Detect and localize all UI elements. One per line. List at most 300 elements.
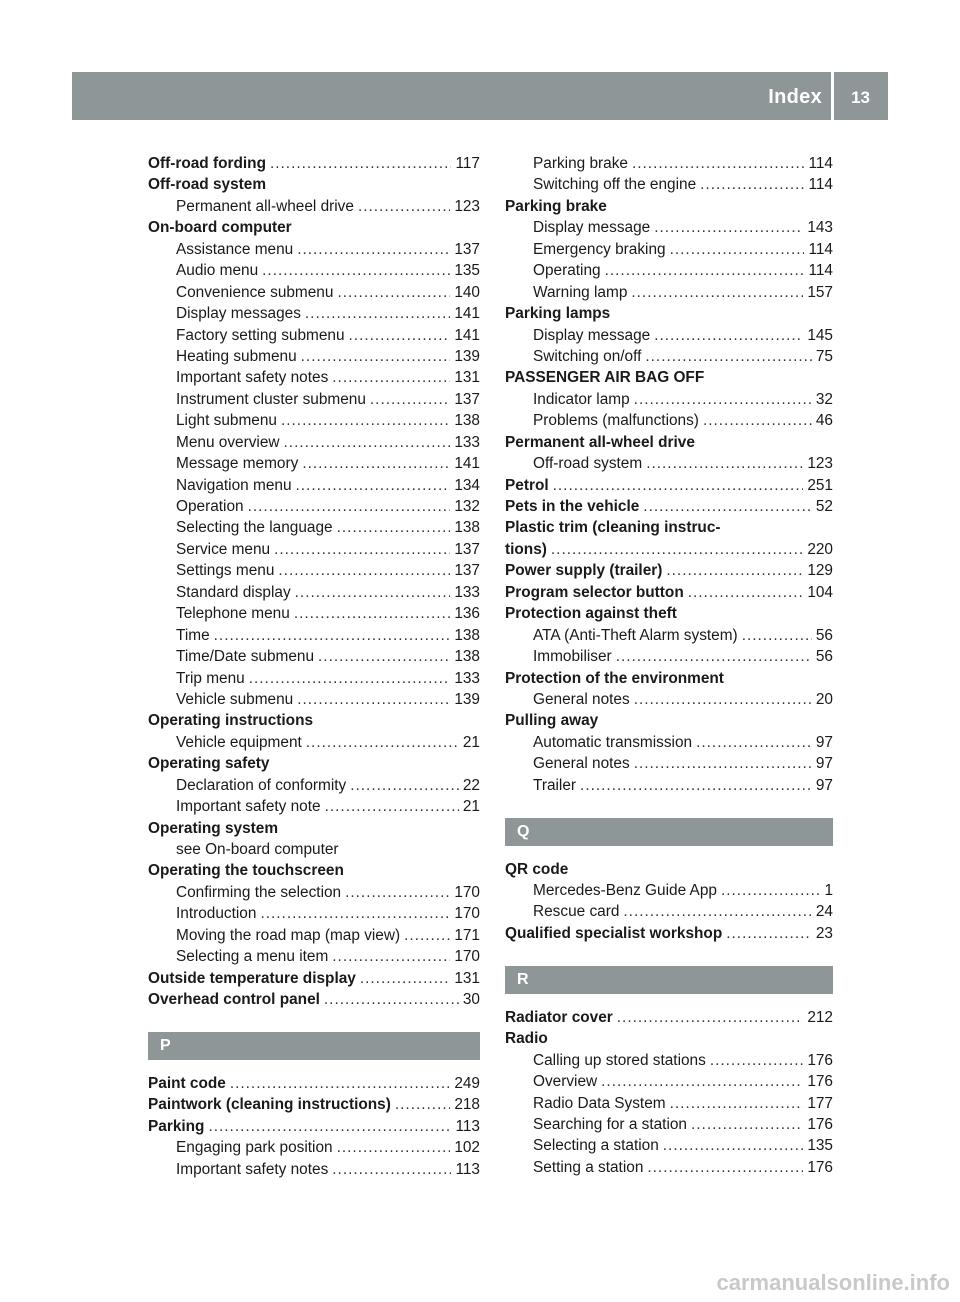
index-term: Operating the touchscreen — [148, 862, 344, 880]
page-reference: 30 — [462, 991, 480, 1009]
page-reference: 145 — [807, 326, 833, 344]
index-term: Engaging park position — [176, 1139, 333, 1157]
index-term: Display message — [533, 326, 651, 344]
index-subentry[interactable] — [148, 475, 480, 496]
index-entry[interactable] — [505, 496, 833, 517]
index-term: Paintwork (cleaning instructions) — [148, 1096, 391, 1114]
page-reference: 251 — [807, 476, 833, 494]
index-term: Display messages — [176, 305, 301, 323]
index-term: Settings menu — [176, 562, 275, 580]
page-reference: 114 — [808, 176, 833, 194]
page-reference: 21 — [462, 733, 480, 751]
dot-leader — [337, 282, 450, 303]
index-subentry[interactable] — [505, 775, 833, 796]
dot-leader — [580, 775, 812, 796]
index-subentry[interactable] — [505, 1157, 833, 1178]
dot-leader — [634, 389, 812, 410]
dot-leader — [654, 325, 803, 346]
index-term: Mercedes-Benz Guide App — [533, 882, 717, 899]
page-reference: 137 — [454, 390, 480, 408]
index-subentry[interactable] — [505, 325, 833, 346]
index-term: Selecting a station — [533, 1137, 659, 1155]
index-heading — [505, 1028, 833, 1049]
dot-leader — [645, 346, 812, 367]
page-reference: 220 — [807, 540, 833, 558]
index-subentry[interactable] — [505, 753, 833, 774]
dot-leader — [696, 732, 812, 753]
index-subentry[interactable] — [505, 346, 833, 367]
index-entry[interactable] — [505, 560, 833, 581]
index-term: Trailer — [533, 776, 577, 794]
index-subentry[interactable] — [148, 646, 480, 667]
index-term: Petrol — [505, 476, 549, 494]
index-term: Time — [176, 626, 210, 644]
index-subentry[interactable] — [505, 1135, 833, 1156]
dot-leader — [721, 880, 821, 901]
index-term: General notes — [533, 755, 630, 773]
index-term: Parking brake — [533, 155, 628, 172]
index-term: Rescue card — [533, 903, 620, 921]
index-heading — [505, 859, 833, 880]
section-gap — [505, 796, 833, 817]
dot-leader — [646, 453, 803, 474]
dot-leader — [632, 153, 804, 174]
page-header — [72, 72, 888, 120]
page-reference: 22 — [462, 776, 480, 794]
dot-leader — [337, 517, 451, 538]
index-term: Setting a station — [533, 1158, 644, 1176]
index-subentry[interactable] — [148, 1159, 480, 1180]
dot-leader — [647, 1157, 803, 1178]
section-gap — [505, 944, 833, 965]
page-reference: 157 — [807, 283, 833, 301]
page-reference: 140 — [454, 283, 480, 301]
index-term: Radio Data System — [533, 1094, 666, 1112]
page-reference: 104 — [807, 583, 833, 601]
dot-leader — [249, 668, 451, 689]
index-subentry[interactable] — [505, 1071, 833, 1092]
index-subentry[interactable] — [505, 410, 833, 431]
index-entry[interactable] — [148, 1073, 480, 1094]
index-term: Navigation menu — [176, 476, 292, 494]
page-reference: 114 — [808, 262, 833, 280]
page-reference: 32 — [815, 390, 833, 408]
page-reference: 20 — [815, 690, 833, 708]
page-reference: 113 — [455, 1117, 480, 1135]
page-reference: 133 — [454, 433, 480, 451]
index-subentry[interactable] — [148, 496, 480, 517]
index-term: Telephone menu — [176, 605, 290, 623]
dot-leader — [284, 432, 451, 453]
dot-leader — [274, 539, 450, 560]
page-reference: 137 — [454, 240, 480, 258]
dot-leader — [208, 1116, 451, 1137]
section-gap — [148, 1011, 480, 1032]
page-reference: 249 — [454, 1074, 480, 1092]
page-reference: 135 — [807, 1137, 833, 1155]
index-subentry[interactable] — [505, 239, 833, 260]
dot-leader — [295, 582, 451, 603]
index-term: Instrument cluster submenu — [176, 390, 366, 408]
dot-leader — [332, 367, 450, 388]
index-subentry[interactable] — [148, 603, 480, 624]
page-reference: 117 — [455, 155, 480, 172]
index-term: Factory setting submenu — [176, 326, 345, 344]
index-subentry[interactable] — [505, 1093, 833, 1114]
index-column-left — [148, 153, 480, 1180]
index-column-right — [505, 153, 833, 1178]
index-heading — [505, 367, 833, 388]
index-subentry[interactable] — [148, 367, 480, 388]
index-term: Heating submenu — [176, 347, 297, 365]
index-subentry[interactable] — [505, 689, 833, 710]
dot-leader — [301, 346, 451, 367]
index-term: Paint code — [148, 1074, 226, 1092]
index-subentry[interactable] — [505, 217, 833, 238]
page-reference: 46 — [815, 412, 833, 430]
index-term: Outside temperature display — [148, 969, 356, 987]
index-subentry[interactable] — [148, 1137, 480, 1158]
dot-leader — [214, 625, 451, 646]
page-reference: 75 — [815, 347, 833, 365]
index-subentry[interactable] — [148, 303, 480, 324]
index-entry[interactable] — [505, 475, 833, 496]
index-term: Operating — [533, 262, 601, 280]
dot-leader — [670, 1093, 804, 1114]
index-subentry[interactable] — [505, 625, 833, 646]
index-entry[interactable] — [148, 989, 480, 1010]
dot-leader — [297, 239, 450, 260]
index-subentry[interactable] — [505, 880, 833, 901]
index-term: Selecting the language — [176, 519, 333, 537]
index-term: Parking lamps — [505, 305, 611, 323]
index-heading — [505, 432, 833, 453]
page-reference: 134 — [454, 476, 480, 494]
index-cross-reference — [148, 839, 480, 860]
dot-leader — [337, 1137, 451, 1158]
index-term: Light submenu — [176, 412, 277, 430]
index-term: Problems (malfunctions) — [533, 412, 699, 430]
index-term: Emergency braking — [533, 240, 666, 258]
dot-leader — [294, 603, 451, 624]
dot-leader — [742, 625, 812, 646]
dot-leader — [726, 923, 812, 944]
index-term: Assistance menu — [176, 240, 294, 258]
index-subentry[interactable] — [505, 1050, 833, 1071]
index-term: Moving the road map (map view) — [176, 926, 401, 944]
page-reference: 137 — [454, 562, 480, 580]
page-reference: 1 — [824, 882, 833, 899]
index-term: Standard display — [176, 583, 291, 601]
index-heading — [505, 668, 833, 689]
index-entry[interactable] — [505, 582, 833, 603]
page-reference: 139 — [454, 347, 480, 365]
index-term: Searching for a station — [533, 1115, 687, 1133]
dot-leader — [688, 582, 804, 603]
index-term: Plastic trim (cleaning instruc- — [505, 519, 721, 537]
index-subentry[interactable] — [148, 325, 480, 346]
dot-leader — [270, 153, 451, 174]
letter-spacer — [505, 846, 833, 859]
dot-leader — [296, 475, 451, 496]
index-subentry[interactable] — [505, 260, 833, 281]
dot-leader — [306, 732, 459, 753]
index-term: PASSENGER AIR BAG OFF — [505, 369, 705, 387]
index-term: Immobiliser — [533, 648, 612, 666]
index-term: Operating system — [148, 819, 279, 837]
dot-leader — [601, 1071, 803, 1092]
index-term: Protection against theft — [505, 605, 677, 623]
index-subentry[interactable] — [505, 453, 833, 474]
letter-spacer — [505, 994, 833, 1007]
index-term: Protection of the environment — [505, 669, 724, 687]
index-entry[interactable] — [505, 923, 833, 944]
page-reference: 23 — [815, 924, 833, 942]
dot-leader — [260, 903, 450, 924]
index-heading — [505, 710, 833, 731]
page-reference: 138 — [454, 519, 480, 537]
page-reference: 138 — [454, 648, 480, 666]
dot-leader — [345, 882, 450, 903]
index-term: Pets in the vehicle — [505, 498, 640, 515]
index-subentry[interactable] — [148, 668, 480, 689]
dot-leader — [670, 239, 805, 260]
index-subentry[interactable] — [148, 903, 480, 924]
index-term: Off-road system — [148, 176, 267, 194]
page-reference: 129 — [807, 562, 833, 580]
dot-leader — [302, 453, 450, 474]
dot-leader — [404, 925, 450, 946]
index-term: Operating instructions — [148, 712, 314, 730]
index-heading — [148, 174, 480, 195]
index-heading — [148, 710, 480, 731]
index-subentry[interactable] — [148, 560, 480, 581]
page-reference: 139 — [454, 690, 480, 708]
dot-leader — [305, 303, 450, 324]
index-heading — [148, 860, 480, 881]
index-term: Message memory — [176, 455, 299, 473]
dot-leader — [262, 260, 450, 281]
index-subentry[interactable] — [148, 196, 480, 217]
index-term: Menu overview — [176, 433, 280, 451]
index-heading — [505, 196, 833, 217]
dot-leader — [666, 560, 803, 581]
index-term: Automatic transmission — [533, 733, 693, 751]
dot-leader — [631, 282, 803, 303]
letter-spacer — [148, 1060, 480, 1073]
index-entry[interactable] — [505, 1007, 833, 1028]
index-subentry[interactable] — [148, 689, 480, 710]
index-term: Operation — [176, 498, 244, 515]
dot-leader — [616, 646, 812, 667]
dot-leader — [358, 196, 450, 217]
index-term: On-board computer — [148, 219, 292, 237]
page-reference: 123 — [454, 197, 480, 215]
index-term: Vehicle equipment — [176, 733, 302, 751]
page-reference: 24 — [815, 903, 833, 921]
index-subentry[interactable] — [148, 346, 480, 367]
index-term: Radio — [505, 1030, 548, 1048]
page-reference: 132 — [454, 498, 480, 515]
page-reference: 114 — [808, 240, 833, 258]
index-term: tions) — [505, 540, 547, 558]
page-reference: 218 — [454, 1096, 480, 1114]
index-subentry[interactable] — [148, 432, 480, 453]
index-entry[interactable] — [148, 968, 480, 989]
index-term: Radiator cover — [505, 1008, 613, 1026]
page-reference: 176 — [807, 1158, 833, 1176]
index-subentry[interactable] — [148, 925, 480, 946]
dot-leader — [350, 775, 459, 796]
page-reference: 102 — [454, 1139, 480, 1157]
index-term: Service menu — [176, 540, 271, 558]
index-term: Qualified specialist workshop — [505, 924, 723, 942]
index-entry[interactable] — [148, 1094, 480, 1115]
page-reference: 171 — [454, 926, 480, 944]
dot-leader — [654, 217, 803, 238]
letter-heading: R — [505, 966, 833, 994]
index-subentry[interactable] — [505, 646, 833, 667]
index-entry[interactable] — [148, 1116, 480, 1137]
dot-leader — [617, 1007, 804, 1028]
index-term: Switching off the engine — [533, 176, 697, 194]
index-term: Permanent all-wheel drive — [505, 433, 695, 451]
page-reference: 52 — [815, 498, 833, 515]
index-heading — [505, 517, 833, 538]
page-reference: 97 — [815, 755, 833, 773]
index-term: Parking — [148, 1117, 205, 1135]
dot-leader — [324, 989, 459, 1010]
index-subentry[interactable] — [148, 582, 480, 603]
index-subentry[interactable] — [148, 539, 480, 560]
index-term: Important safety notes — [176, 369, 329, 387]
dot-leader — [605, 260, 805, 281]
index-subentry[interactable] — [148, 239, 480, 260]
page-number: 13 — [851, 88, 870, 107]
index-subentry[interactable] — [505, 1114, 833, 1135]
index-term: QR code — [505, 860, 569, 878]
index-entry[interactable] — [148, 153, 480, 174]
index-subentry[interactable] — [148, 732, 480, 753]
page-reference: 212 — [807, 1008, 833, 1026]
page-reference: 143 — [807, 219, 833, 237]
index-subentry[interactable] — [505, 389, 833, 410]
index-subentry[interactable] — [148, 625, 480, 646]
index-term: Pulling away — [505, 712, 599, 730]
dot-leader — [297, 689, 450, 710]
index-heading — [148, 818, 480, 839]
page-reference: 133 — [454, 583, 480, 601]
index-term: Switching on/off — [533, 347, 642, 365]
dot-leader — [248, 496, 451, 517]
index-subentry[interactable] — [148, 410, 480, 431]
page-reference: 177 — [807, 1094, 833, 1112]
dot-leader — [551, 539, 803, 560]
index-subentry[interactable] — [505, 153, 833, 174]
index-term: Parking brake — [505, 197, 607, 215]
page-reference: 170 — [454, 948, 480, 966]
index-term: see On-board computer — [176, 841, 339, 858]
index-term: Overhead control panel — [148, 991, 320, 1009]
dot-leader — [691, 1114, 803, 1135]
index-subentry[interactable] — [505, 174, 833, 195]
dot-leader — [700, 174, 804, 195]
dot-leader — [634, 753, 812, 774]
index-term: Audio menu — [176, 262, 259, 280]
page-reference: 131 — [454, 369, 480, 387]
index-subentry[interactable] — [148, 260, 480, 281]
dot-leader — [318, 646, 450, 667]
dot-leader — [710, 1050, 803, 1071]
header-divider — [831, 72, 834, 120]
letter-heading: P — [148, 1032, 480, 1060]
page-reference: 141 — [454, 326, 480, 344]
index-subentry[interactable] — [505, 282, 833, 303]
index-term: Operating safety — [148, 755, 270, 773]
dot-leader — [349, 325, 451, 346]
watermark: carmanualsonline.info — [716, 1270, 950, 1295]
page-reference: 56 — [815, 648, 833, 666]
page-reference: 176 — [807, 1051, 833, 1069]
page-reference: 136 — [454, 605, 480, 623]
section-title: Index — [768, 86, 822, 108]
page-reference: 113 — [455, 1160, 480, 1178]
index-subentry[interactable] — [148, 453, 480, 474]
index-term: Program selector button — [505, 583, 684, 601]
index-term: Important safety notes — [176, 1160, 329, 1178]
index-subentry[interactable] — [148, 796, 480, 817]
letter-heading: Q — [505, 818, 833, 846]
index-heading — [505, 303, 833, 324]
page-reference: 176 — [807, 1115, 833, 1133]
page-reference: 141 — [454, 455, 480, 473]
page-reference: 176 — [807, 1073, 833, 1091]
page-reference: 135 — [454, 262, 480, 280]
index-term: General notes — [533, 690, 630, 708]
index-subentry[interactable] — [505, 732, 833, 753]
index-subentry[interactable] — [148, 775, 480, 796]
dot-leader — [332, 946, 450, 967]
dot-leader — [703, 410, 812, 431]
page-reference: 114 — [808, 155, 833, 172]
index-subentry[interactable] — [148, 389, 480, 410]
index-subentry[interactable] — [148, 946, 480, 967]
index-term: Calling up stored stations — [533, 1051, 706, 1069]
page-reference: 97 — [815, 776, 833, 794]
page-reference: 123 — [807, 455, 833, 473]
dot-leader — [643, 496, 812, 517]
index-subentry[interactable] — [148, 517, 480, 538]
index-subentry[interactable] — [505, 901, 833, 922]
index-subentry[interactable] — [148, 882, 480, 903]
index-term: Convenience submenu — [176, 283, 334, 301]
index-entry[interactable] — [505, 539, 833, 560]
index-term: Introduction — [176, 905, 257, 923]
index-term: ATA (Anti-Theft Alarm system) — [533, 626, 738, 644]
index-term: Vehicle submenu — [176, 690, 294, 708]
index-term: Time/Date submenu — [176, 648, 315, 666]
dot-leader — [623, 901, 811, 922]
page-reference: 138 — [454, 412, 480, 430]
page-reference: 56 — [815, 626, 833, 644]
index-term: Trip menu — [176, 669, 245, 687]
index-subentry[interactable] — [148, 282, 480, 303]
page-reference: 170 — [454, 905, 480, 923]
index-term: Warning lamp — [533, 283, 628, 301]
page-reference: 137 — [454, 540, 480, 558]
page-reference: 97 — [815, 733, 833, 751]
page-reference: 170 — [454, 883, 480, 901]
